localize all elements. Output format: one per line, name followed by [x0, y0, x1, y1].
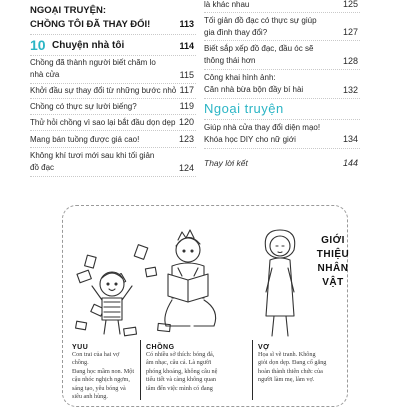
closing-words[interactable]: Thay lời kết	[204, 158, 248, 168]
divider	[204, 12, 360, 13]
toc-item-page: 125	[342, 0, 358, 9]
toc-item-page: 115	[179, 70, 194, 80]
divider	[204, 148, 360, 149]
flying-papers	[76, 245, 171, 336]
toc-item[interactable]: Chồng có thực sự lười biếng?	[30, 102, 137, 111]
toc-item-page: 120	[178, 117, 194, 127]
divider	[204, 40, 360, 41]
divider	[204, 98, 360, 99]
toc-item[interactable]: Công khai hình ảnh: Căn nhà bừa bộn đầy bí hài	[204, 73, 304, 94]
wife-figure	[265, 230, 294, 336]
toc-item-page: 124	[178, 163, 194, 173]
chapter-page: 114	[179, 41, 194, 51]
husband-figure	[165, 230, 216, 326]
family-illustration	[72, 216, 308, 340]
divider	[30, 34, 196, 35]
extra-section-page: 113	[179, 19, 194, 29]
character-name: CHỒNG	[146, 344, 175, 351]
character-wife	[258, 344, 344, 385]
character-name: VỢ	[258, 344, 270, 351]
divider	[204, 119, 360, 120]
characters-intro-heading: GIỚI THIỆU NHÂN VẬT	[316, 235, 350, 288]
toc-item[interactable]: Biết sắp xếp đồ đạc, đầu óc sẽ thông thái hơn	[204, 44, 314, 65]
chapter-number: 10	[30, 37, 46, 53]
chapter-title: Chuyện nhà tôi	[52, 40, 125, 51]
divider	[204, 69, 360, 70]
divider	[30, 98, 196, 99]
column-divider	[252, 340, 253, 400]
toc-item[interactable]: Thử hỏi chồng vì sao lại bắt đầu dọn dẹp	[30, 118, 176, 127]
extra-section-title-line-1: NGOẠI TRUYỆN:	[30, 5, 106, 16]
divider	[30, 114, 196, 115]
toc-item[interactable]: Mang bán tuồng được giá cao!	[30, 135, 140, 144]
divider	[30, 147, 196, 148]
extra-section-heading: Ngoại truyện	[204, 101, 284, 116]
toc-item-page: 134	[342, 134, 358, 144]
toc-item-page: 132	[342, 85, 358, 95]
divider	[30, 83, 196, 84]
toc-item[interactable]: là khác nhau	[204, 0, 250, 9]
character-husband	[146, 344, 248, 393]
toc-item[interactable]: Khởi đầu sự thay đổi từ những bước nhỏ	[30, 86, 177, 95]
column-divider	[140, 340, 141, 400]
toc-item[interactable]: Giúp nhà cửa thay đổi diện mạo! Khóa học DIY cho nữ giới	[204, 123, 321, 144]
toc-item-page: 119	[179, 101, 194, 111]
toc-item[interactable]: Tối giản đồ đạc có thực sự giúp gia đình thay đổi?	[204, 16, 317, 37]
closing-words-page: 144	[342, 158, 358, 168]
divider	[30, 55, 196, 56]
character-desc: Con trai của hai vợ chồng. Đang học mầm non. Một cậu nhóc nghịch ngợm, sáng tạo, yêu bóng và siêu anh hùng.	[72, 351, 135, 401]
toc-item-page: 127	[342, 27, 358, 37]
character-name: YUU	[72, 344, 89, 351]
toc-item-page: 117	[179, 85, 194, 95]
character-desc: Có nhiều sở thích: bóng đá, âm nhạc, câu cá. Là người phóng khoáng, không câu nệ tiểu tiết và càng không quan tâm đến việc mình có đang	[146, 351, 218, 392]
toc-item-page: 123	[178, 134, 194, 144]
toc-item[interactable]: Chồng đã thành người biết chăm lo nhà cửa	[30, 58, 156, 79]
toc-item[interactable]: Không khí tươi mới sau khi tối giản đồ đạc	[30, 151, 155, 172]
character-yuu	[72, 344, 136, 401]
divider	[30, 176, 196, 177]
divider	[30, 130, 196, 131]
character-desc: Họa sĩ vẽ tranh. Không giỏi dọn dẹp. Đang cố gắng hoàn thành thiên chức của người làm mẹ, làm vợ.	[258, 351, 327, 384]
extra-section-title-line-2: CHỒNG TÔI ĐÃ THAY ĐỔI!	[30, 19, 151, 30]
toc-item-page: 128	[342, 56, 358, 66]
